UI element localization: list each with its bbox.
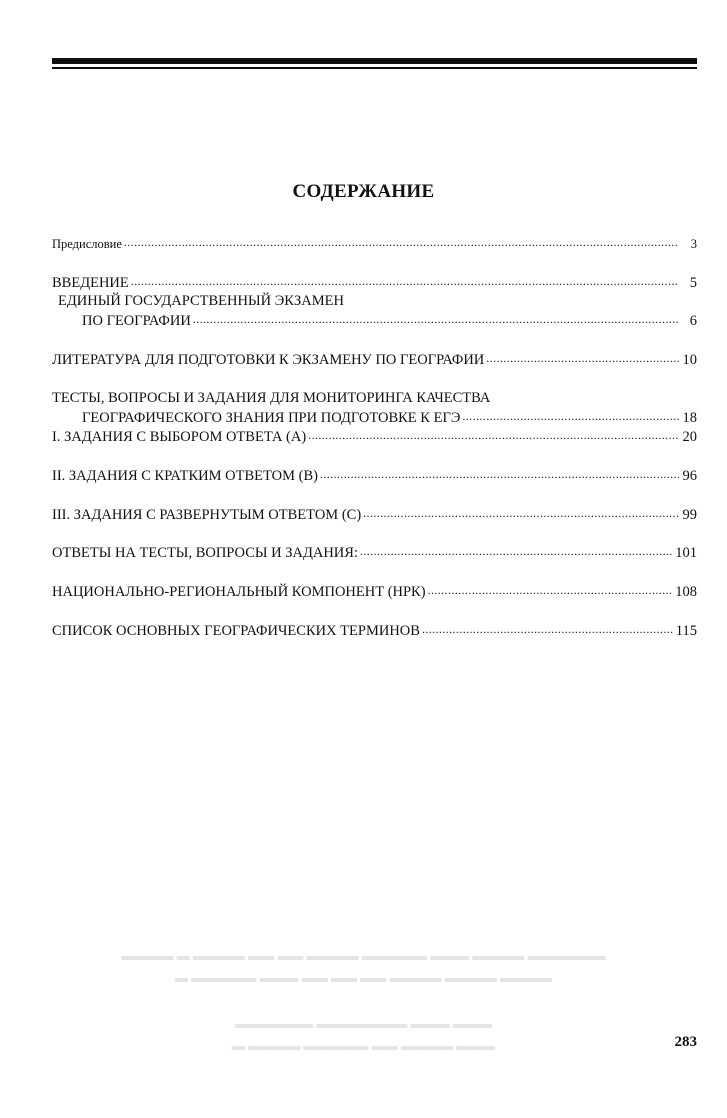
toc-page-number: 101 [675,545,697,561]
toc-leader-dots [363,505,679,519]
toc-label: Предисловие [52,237,122,251]
toc-leader-dots [360,543,673,557]
toc-entry-terms [52,621,697,640]
toc-page-number: 18 [682,410,697,426]
bleed-through-text: ▬ ▬▬▬▬▬ ▬▬▬ ▬▬ ▬▬ ▬▬ ▬▬▬▬ ▬▬▬▬ ▬▬▬▬ [175,970,552,985]
toc-leader-dots [422,621,674,635]
toc-entry-exam [82,311,697,330]
toc-page-number: 96 [682,468,697,484]
toc-label: ВВЕДЕНИЕ [52,275,129,291]
toc-entry-part1 [52,427,697,446]
page-number: 283 [674,1034,697,1050]
toc-label: II. ЗАДАНИЯ С КРАТКИМ ОТВЕТОМ (В) [52,468,318,484]
toc-entry-part2 [52,466,697,485]
toc-entry-answers [52,543,697,562]
toc-entry-literature [52,350,697,369]
toc-page-number: 6 [689,313,697,329]
toc-entry-preface [52,234,697,253]
toc-leader-dots [131,273,679,287]
header-rule-thick [52,58,697,64]
toc-leader-dots [124,234,679,248]
toc-leader-dots [308,427,679,441]
toc-page-number: 3 [690,237,697,251]
toc-page-number: 20 [682,429,697,445]
page-title: СОДЕРЖАНИЕ [292,181,435,202]
toc-leader-dots [320,466,679,480]
toc-label: НАЦИОНАЛЬНО-РЕГИОНАЛЬНЫЙ КОМПОНЕНТ (НРК) [52,584,426,600]
toc-entry-tests-line1: ТЕСТЫ, ВОПРОСЫ И ЗАДАНИЯ ДЛЯ МОНИТОРИНГА КАЧЕСТВА [52,390,491,406]
toc-leader-dots [486,350,679,364]
toc-entry-tests [82,408,697,427]
header-rule-thin [52,67,697,69]
toc-leader-dots [428,582,674,596]
toc-leader-dots [193,311,679,325]
bleed-through-text: ▬▬▬▬▬▬ ▬▬▬▬▬▬▬ ▬▬▬ ▬▬▬ [235,1016,492,1031]
toc-entry-part3 [52,505,697,524]
toc-label: I. ЗАДАНИЯ С ВЫБОРОМ ОТВЕТА (А) [52,429,307,445]
toc-entry-nrk [52,582,697,601]
toc-label: СПИСОК ОСНОВНЫХ ГЕОГРАФИЧЕСКИХ ТЕРМИНОВ [52,623,420,639]
toc-entry-exam-line1: ЕДИНЫЙ ГОСУДАРСТВЕННЫЙ ЭКЗАМЕН [58,293,344,309]
toc-label: ЛИТЕРАТУРА ДЛЯ ПОДГОТОВКИ К ЭКЗАМЕНУ ПО ГЕОГРАФИИ [52,352,485,368]
bleed-through-text: ▬ ▬▬▬▬ ▬▬▬▬▬ ▬▬ ▬▬▬▬ ▬▬▬ [231,1038,496,1053]
toc-label: ПО ГЕОГРАФИИ [82,313,191,329]
bleed-through-text: ▬▬▬▬ ▬ ▬▬▬▬ ▬▬ ▬▬ ▬▬▬▬ ▬▬▬▬▬ ▬▬▬ ▬▬▬▬ ▬▬▬▬▬▬ [121,948,606,963]
toc-page-number: 10 [682,352,697,368]
toc-page-number: 115 [675,623,697,639]
toc-page-number: 5 [689,275,697,291]
toc-leader-dots [462,408,679,422]
toc-label: ОТВЕТЫ НА ТЕСТЫ, ВОПРОСЫ И ЗАДАНИЯ: [52,545,358,561]
toc-label: III. ЗАДАНИЯ С РАЗВЕРНУТЫМ ОТВЕТОМ (С) [52,507,362,523]
toc-page-number: 108 [675,584,697,600]
toc-entry-intro [52,273,697,292]
toc-page-number: 99 [682,507,697,523]
toc-label: ГЕОГРАФИЧЕСКОГО ЗНАНИЯ ПРИ ПОДГОТОВКЕ К ЕГЭ [82,410,461,426]
